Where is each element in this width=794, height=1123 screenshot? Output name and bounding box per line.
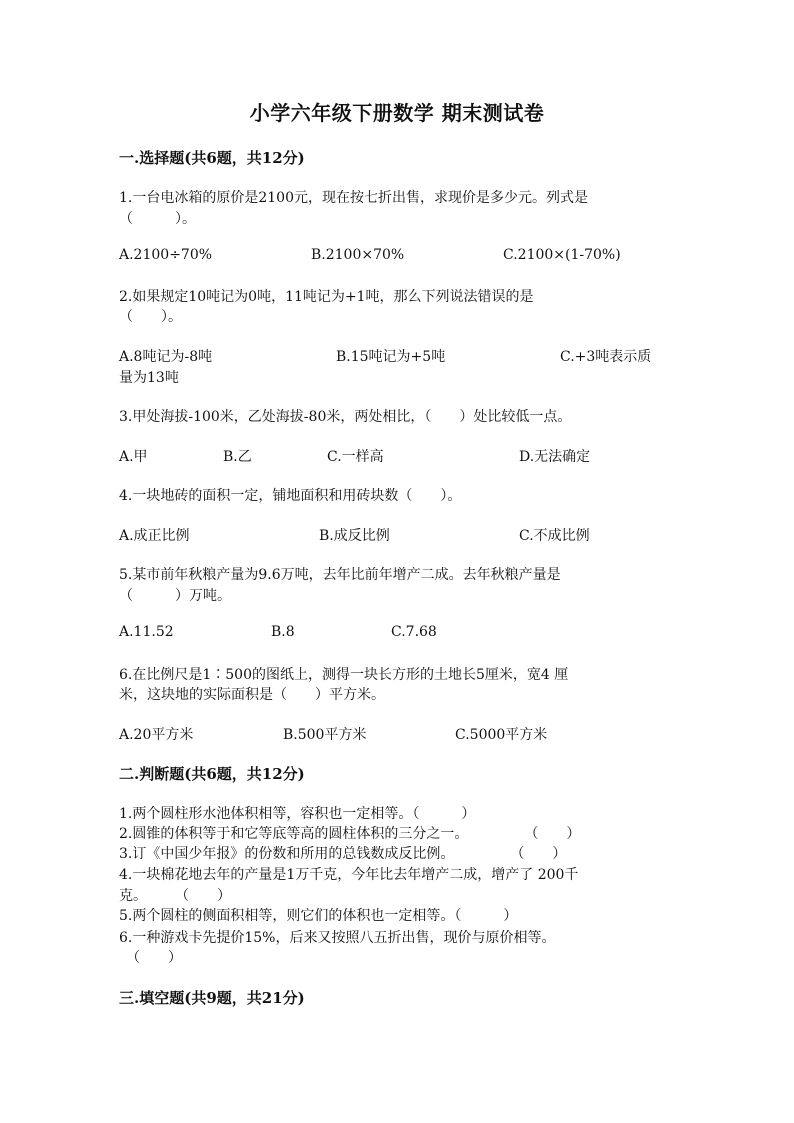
q3-option-d: D.无法确定 [519,449,591,465]
q6-line-2: 米，这块地的实际面积是（ ）平方米。 [119,687,385,703]
q2-option-c-cont: 量为13吨 [119,370,179,386]
q3-line-1: 3.甲处海拔-100米，乙处海拔-80米，两处相比，（ ）处比较低一点。 [119,409,572,425]
section-2-heading: 二.判断题(共6题，共12分) [119,765,305,783]
q3-option-b: B.乙 [223,449,252,465]
judge-4-line-1: 4.一块棉花地去年的产量是1万千克，今年比去年增产二成，增产了 200千 [119,867,579,883]
q3-option-c: C.一样高 [327,449,384,465]
section-3-heading: 三.填空题(共9题，共21分) [119,989,305,1007]
judge-4-line-2: 克。 （ ） [119,888,231,904]
q6-option-a: A.20平方米 [119,727,194,743]
q5-option-b: B.8 [271,624,295,640]
section-1-heading: 一.选择题(共6题，共12分) [119,149,305,167]
exam-title: 小学六年级下册数学 期末测试卷 [249,101,545,125]
judge-6-line-2: （ ） [119,950,182,966]
q2-option-c: C.+3吨表示质 [560,349,652,365]
q6-option-b: B.500平方米 [283,727,367,743]
q1-line-2: （ ）。 [119,211,196,227]
q4-option-c: C.不成比例 [519,528,590,544]
q2-option-b: B.15吨记为+5吨 [336,349,446,365]
q2-line-1: 2.如果规定10吨记为0吨，11吨记为+1吨，那么下列说法错误的是 [119,289,534,305]
judge-6-line-1: 6.一种游戏卡先提价15%，后来又按照八五折出售，现价与原价相等。 [119,930,556,946]
q5-option-c: C.7.68 [391,624,437,640]
q4-option-a: A.成正比例 [119,528,190,544]
q5-line-2: （ ）万吨。 [119,588,231,604]
judge-5: 5.两个圆柱的侧面积相等，则它们的体积也一定相等。（ ） [119,908,518,924]
judge-2: 2.圆锥的体积等于和它等底等高的圆柱体积的三分之一。 （ ） [119,826,581,842]
q2-line-2: （ ）。 [119,309,182,325]
q5-line-1: 5.某市前年秋粮产量为9.6万吨，去年比前年增产二成。去年秋粮产量是 [119,567,561,583]
q4-option-b: B.成反比例 [319,528,390,544]
q1-line-1: 1.一台电冰箱的原价是2100元，现在按七折出售，求现价是多少元。列式是 [119,190,588,206]
judge-3: 3.订《中国少年报》的份数和所用的总钱数成反比例。 （ ） [119,846,567,862]
q3-option-a: A.甲 [119,449,148,465]
q1-option-c: C.2100×(1-70%) [503,247,621,263]
q1-option-b: B.2100×70% [311,247,405,263]
q4-line-1: 4.一块地砖的面积一定，铺地面积和用砖块数（ ）。 [119,488,462,504]
q2-option-a: A.8吨记为-8吨 [119,349,213,365]
q6-option-c: C.5000平方米 [455,727,548,743]
q5-option-a: A.11.52 [119,624,174,640]
q6-line-1: 6.在比例尺是1∶500的图纸上，测得一块长方形的土地长5厘米，宽4 厘 [119,667,569,683]
q1-option-a: A.2100÷70% [119,247,213,263]
judge-1: 1.两个圆柱形水池体积相等，容积也一定相等。（ ） [119,806,476,822]
